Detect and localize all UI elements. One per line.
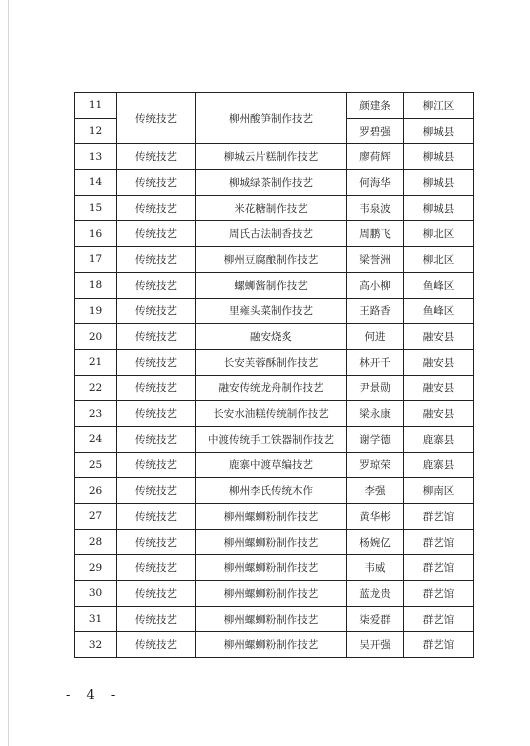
table-row <box>75 298 474 324</box>
inheritor-table <box>74 92 474 658</box>
page-edge-line <box>8 0 9 746</box>
region-cell: 群艺馆 <box>404 555 474 581</box>
region-cell: 群艺馆 <box>404 606 474 632</box>
table-row <box>75 555 474 581</box>
project-name-cell: 里雍头菜制作技艺 <box>196 298 347 324</box>
category-cell: 传统技艺 <box>117 324 196 350</box>
table-row <box>75 375 474 401</box>
region-cell: 柳城县 <box>404 144 474 170</box>
category-cell: 传统技艺 <box>117 632 196 658</box>
table-row <box>75 144 474 170</box>
table-row <box>75 93 474 119</box>
project-name-cell: 融安烧炙 <box>196 324 347 350</box>
table-row <box>75 452 474 478</box>
region-cell: 融安县 <box>404 324 474 350</box>
project-name-cell: 融安传统龙舟制作技艺 <box>196 375 347 401</box>
row-number-cell: 27 <box>75 504 117 530</box>
inheritor-name-cell: 罗琼荣 <box>347 452 404 478</box>
region-cell: 鱼峰区 <box>404 272 474 298</box>
project-name-cell: 柳城绿茶制作技艺 <box>196 170 347 196</box>
project-name-cell: 长安水油糕传统制作技艺 <box>196 401 347 427</box>
region-cell: 鹿寨县 <box>404 426 474 452</box>
inheritor-name-cell: 廖荷辉 <box>347 144 404 170</box>
row-number-cell: 29 <box>75 555 117 581</box>
region-cell: 柳城县 <box>404 170 474 196</box>
inheritor-name-cell: 梁誉洲 <box>347 247 404 273</box>
category-cell: 传统技艺 <box>117 170 196 196</box>
row-number-cell: 12 <box>75 118 117 144</box>
page-number: - 4 - <box>66 688 122 703</box>
row-number-cell: 28 <box>75 529 117 555</box>
project-name-cell: 鹿寨中渡草编技艺 <box>196 452 347 478</box>
row-number-cell: 25 <box>75 452 117 478</box>
project-name-cell: 柳州螺蛳粉制作技艺 <box>196 555 347 581</box>
category-cell: 传统技艺 <box>117 298 196 324</box>
region-cell: 群艺馆 <box>404 632 474 658</box>
project-name-cell: 柳州螺蛳粉制作技艺 <box>196 504 347 530</box>
category-cell: 传统技艺 <box>117 555 196 581</box>
category-cell: 传统技艺 <box>117 529 196 555</box>
region-cell: 柳江区 <box>404 93 474 119</box>
inheritor-name-cell: 尹景勋 <box>347 375 404 401</box>
row-number-cell: 14 <box>75 170 117 196</box>
table-row <box>75 324 474 350</box>
inheritor-name-cell: 韦威 <box>347 555 404 581</box>
inheritor-name-cell: 何进 <box>347 324 404 350</box>
table-row <box>75 247 474 273</box>
row-number-cell: 21 <box>75 349 117 375</box>
inheritor-name-cell: 杨婉亿 <box>347 529 404 555</box>
table-row <box>75 221 474 247</box>
inheritor-name-cell: 罗碧强 <box>347 118 404 144</box>
project-name-cell: 柳州螺蛳粉制作技艺 <box>196 529 347 555</box>
inheritor-name-cell: 蓝龙贵 <box>347 581 404 607</box>
project-name-cell: 柳州豆腐酿制作技艺 <box>196 247 347 273</box>
inheritor-table-body <box>75 93 474 658</box>
row-number-cell: 30 <box>75 581 117 607</box>
row-number-cell: 13 <box>75 144 117 170</box>
category-cell: 传统技艺 <box>117 478 196 504</box>
row-number-cell: 23 <box>75 401 117 427</box>
table-row <box>75 401 474 427</box>
category-cell: 传统技艺 <box>117 581 196 607</box>
project-name-cell: 柳城云片糕制作技艺 <box>196 144 347 170</box>
project-name-cell: 柳州螺蛳粉制作技艺 <box>196 606 347 632</box>
project-name-cell: 柳州螺蛳粉制作技艺 <box>196 632 347 658</box>
row-number-cell: 26 <box>75 478 117 504</box>
region-cell: 融安县 <box>404 349 474 375</box>
inheritor-name-cell: 吴开强 <box>347 632 404 658</box>
category-cell: 传统技艺 <box>117 247 196 273</box>
row-number-cell: 11 <box>75 93 117 119</box>
row-number-cell: 16 <box>75 221 117 247</box>
category-cell: 传统技艺 <box>117 452 196 478</box>
category-cell: 传统技艺 <box>117 144 196 170</box>
region-cell: 融安县 <box>404 375 474 401</box>
inheritor-name-cell: 韦泉波 <box>347 195 404 221</box>
table-row <box>75 426 474 452</box>
category-cell: 传统技艺 <box>117 349 196 375</box>
table-row <box>75 581 474 607</box>
project-name-cell: 柳州螺蛳粉制作技艺 <box>196 581 347 607</box>
table-row <box>75 478 474 504</box>
row-number-cell: 18 <box>75 272 117 298</box>
inheritor-name-cell: 谢学德 <box>347 426 404 452</box>
region-cell: 鹿寨县 <box>404 452 474 478</box>
row-number-cell: 24 <box>75 426 117 452</box>
project-name-cell: 长安芙蓉酥制作技艺 <box>196 349 347 375</box>
region-cell: 群艺馆 <box>404 529 474 555</box>
region-cell: 鱼峰区 <box>404 298 474 324</box>
inheritor-name-cell: 林开千 <box>347 349 404 375</box>
category-cell: 传统技艺 <box>117 401 196 427</box>
project-name-cell: 周氏古法制香技艺 <box>196 221 347 247</box>
table-row <box>75 272 474 298</box>
project-name-cell: 中渡传统手工铁器制作技艺 <box>196 426 347 452</box>
inheritor-name-cell: 王路香 <box>347 298 404 324</box>
project-name-cell: 柳州酸笋制作技艺 <box>196 93 347 144</box>
row-number-cell: 32 <box>75 632 117 658</box>
row-number-cell: 20 <box>75 324 117 350</box>
row-number-cell: 19 <box>75 298 117 324</box>
category-cell: 传统技艺 <box>117 195 196 221</box>
region-cell: 柳南区 <box>404 478 474 504</box>
table-row <box>75 170 474 196</box>
inheritor-name-cell: 高小柳 <box>347 272 404 298</box>
inheritor-name-cell: 颜建条 <box>347 93 404 119</box>
project-name-cell: 柳州李氏传统木作 <box>196 478 347 504</box>
inheritor-name-cell: 黄华彬 <box>347 504 404 530</box>
region-cell: 群艺馆 <box>404 504 474 530</box>
table-row <box>75 349 474 375</box>
inheritor-name-cell: 李强 <box>347 478 404 504</box>
inheritor-name-cell: 何海华 <box>347 170 404 196</box>
category-cell: 传统技艺 <box>117 504 196 530</box>
project-name-cell: 米花糖制作技艺 <box>196 195 347 221</box>
project-name-cell: 螺蛳酱制作技艺 <box>196 272 347 298</box>
region-cell: 柳城县 <box>404 118 474 144</box>
inheritor-name-cell: 柒爱群 <box>347 606 404 632</box>
category-cell: 传统技艺 <box>117 221 196 247</box>
row-number-cell: 17 <box>75 247 117 273</box>
row-number-cell: 22 <box>75 375 117 401</box>
region-cell: 柳城县 <box>404 195 474 221</box>
category-cell: 传统技艺 <box>117 375 196 401</box>
row-number-cell: 15 <box>75 195 117 221</box>
region-cell: 柳北区 <box>404 221 474 247</box>
category-cell: 传统技艺 <box>117 272 196 298</box>
table-row <box>75 504 474 530</box>
table-row <box>75 632 474 658</box>
table-row <box>75 195 474 221</box>
category-cell: 传统技艺 <box>117 606 196 632</box>
inheritor-name-cell: 梁永康 <box>347 401 404 427</box>
table-row <box>75 529 474 555</box>
category-cell: 传统技艺 <box>117 93 196 144</box>
region-cell: 融安县 <box>404 401 474 427</box>
inheritor-name-cell: 周鹏飞 <box>347 221 404 247</box>
category-cell: 传统技艺 <box>117 426 196 452</box>
table-row <box>75 606 474 632</box>
row-number-cell: 31 <box>75 606 117 632</box>
region-cell: 柳北区 <box>404 247 474 273</box>
region-cell: 群艺馆 <box>404 581 474 607</box>
